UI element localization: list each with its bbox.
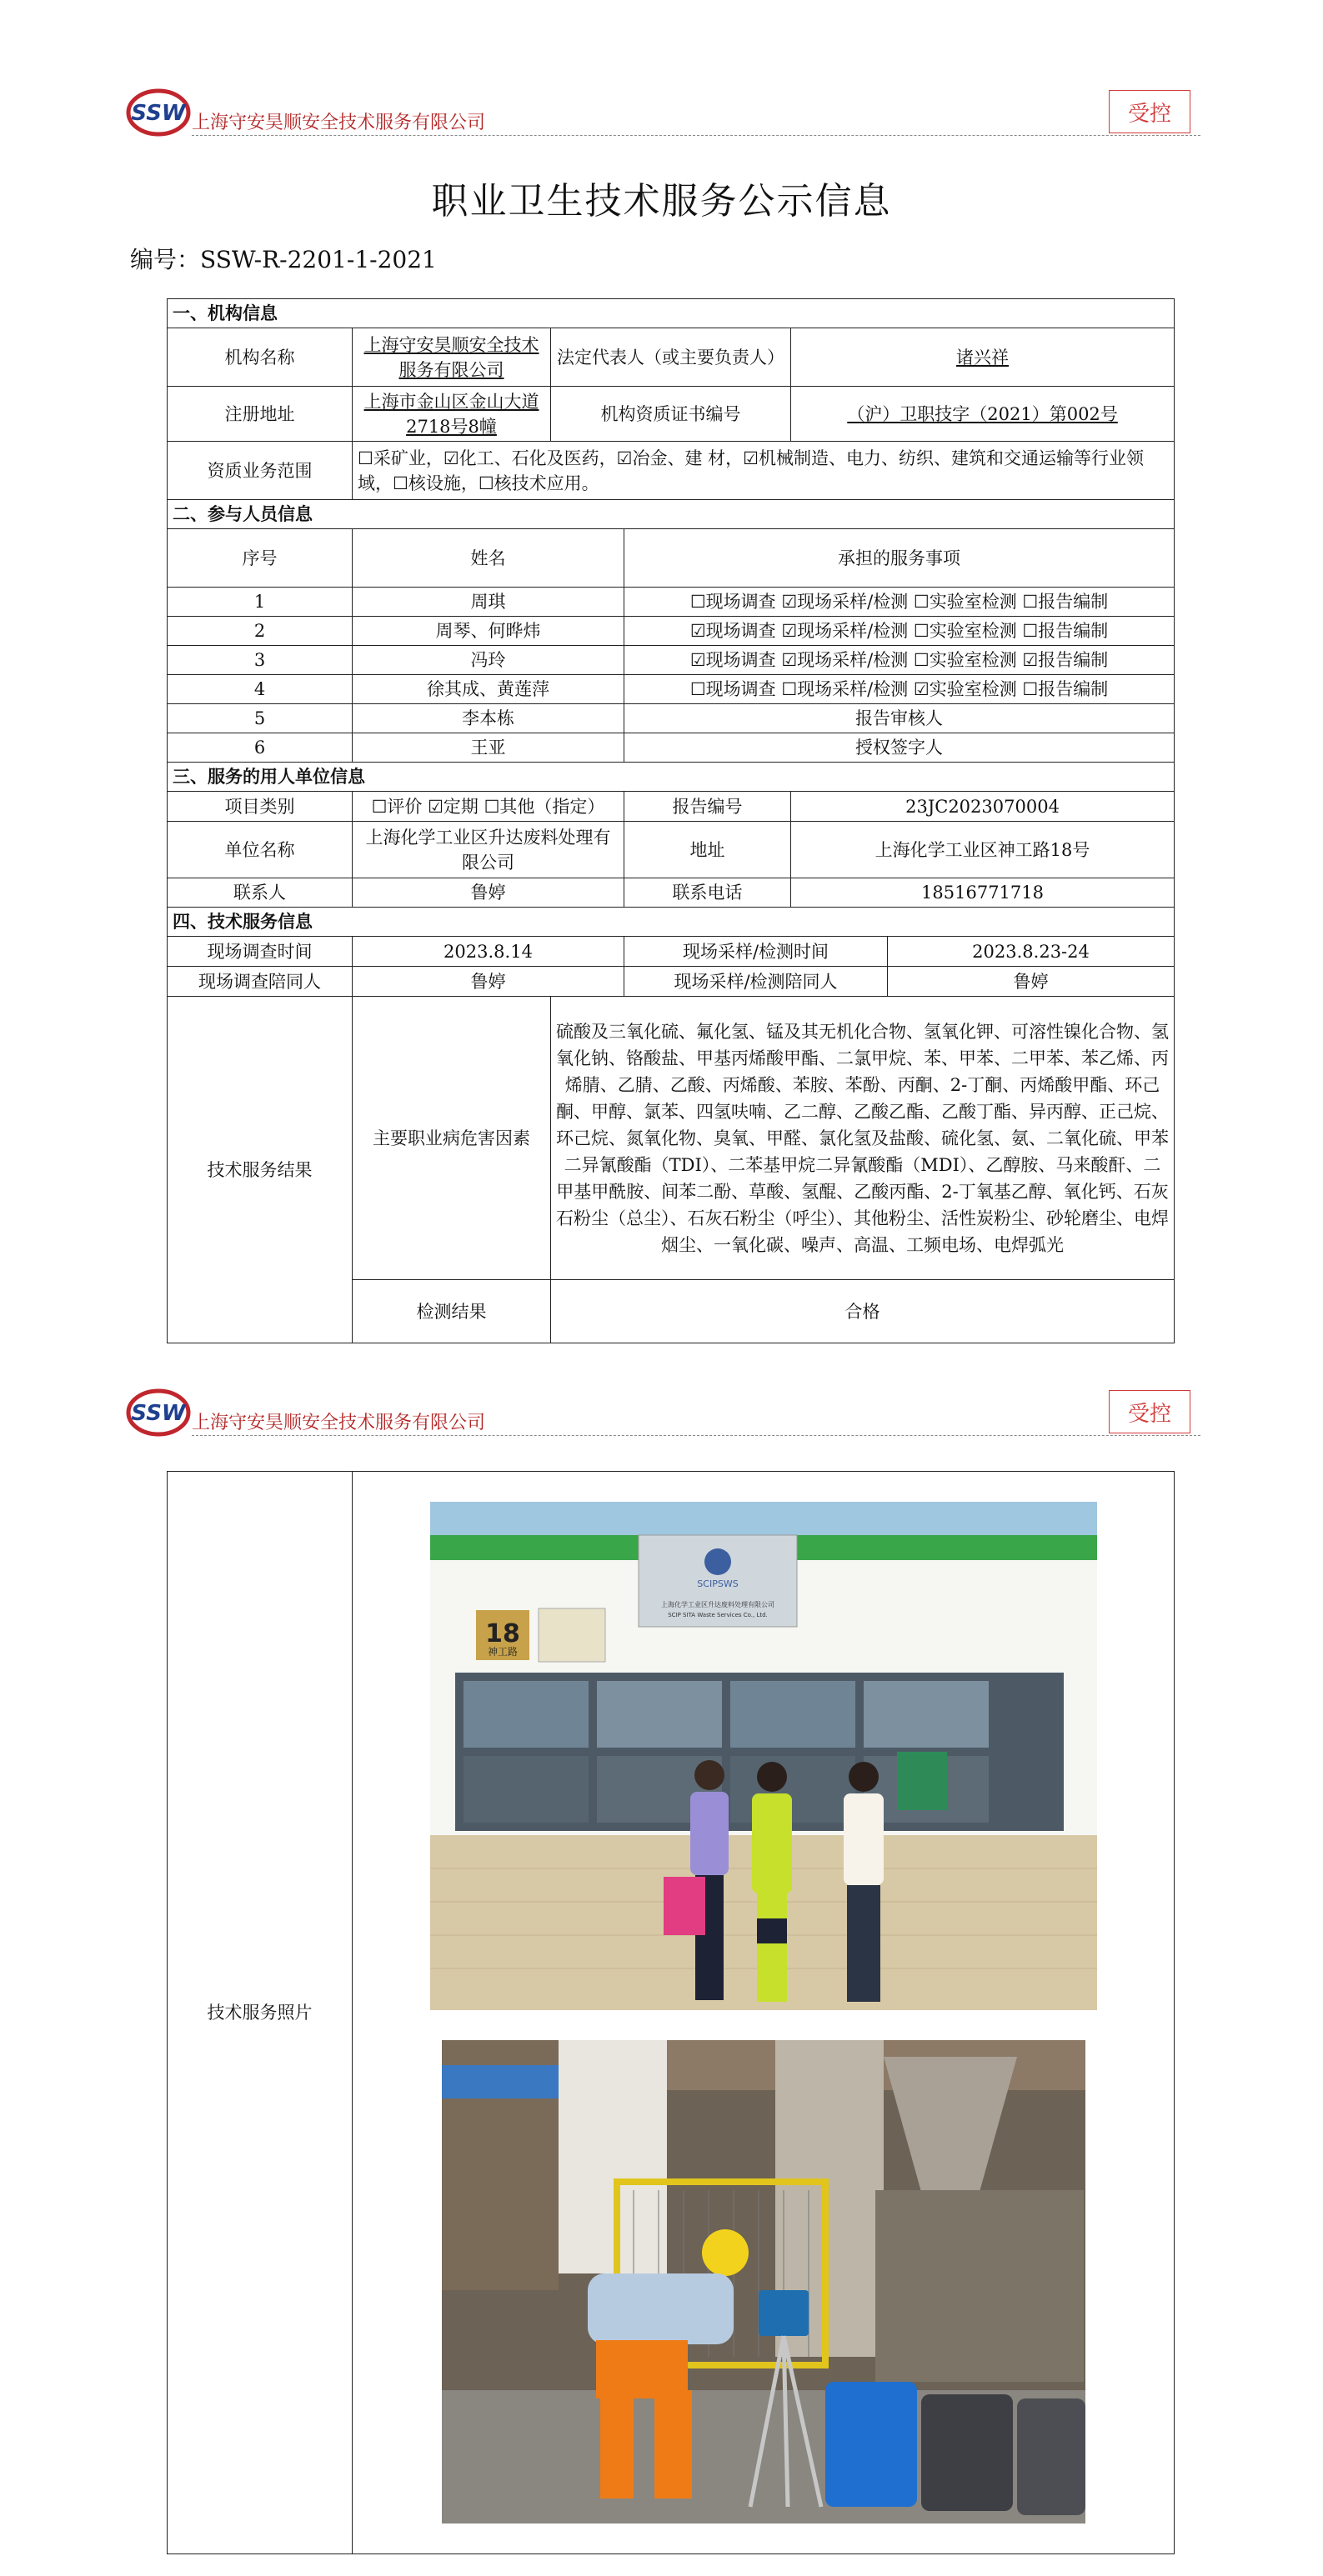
factors-label: 主要职业病危害因素	[353, 997, 551, 1280]
company-name: 上海守安昊顺安全技术服务有限公司	[192, 113, 486, 133]
staff-row-no: 3	[168, 646, 353, 675]
staff-row-no: 2	[168, 617, 353, 646]
staff-col-tasks: 承担的服务事项	[624, 529, 1175, 588]
staff-row-tasks: ☑现场调查 ☑现场采样/检测 ☐实验室检测 ☑报告编制	[624, 646, 1175, 675]
staff-row-name: 王亚	[353, 733, 624, 763]
hard-hat	[702, 2229, 749, 2276]
survey-escort-value: 鲁婷	[353, 967, 624, 997]
sampling-instrument	[759, 2290, 809, 2336]
unit-address-value: 上海化学工业区神工路18号	[791, 822, 1175, 878]
controlled-stamp: 受控	[1109, 90, 1190, 133]
staff-col-name: 姓名	[353, 529, 624, 588]
photo-label: 技术服务照片	[168, 1472, 353, 2554]
address-value: 上海市金山区金山大道2718号8幢	[353, 387, 551, 442]
staff-row-no: 5	[168, 704, 353, 733]
page-header	[125, 83, 1200, 142]
project-type-value: ☐评价 ☑定期 ☐其他（指定）	[353, 792, 624, 822]
scope-label: 资质业务范围	[168, 442, 353, 500]
shopping-bag	[664, 1877, 705, 1935]
staff-row-tasks: ☐现场调查 ☐现场采样/检测 ☑实验室检测 ☐报告编制	[624, 675, 1175, 704]
phone-label: 联系电话	[624, 878, 791, 908]
staff-row-no: 6	[168, 733, 353, 763]
detect-value: 合格	[551, 1280, 1175, 1343]
survey-escort-label: 现场调查陪同人	[168, 967, 353, 997]
plaque-brand: SCIPSWS	[696, 1578, 739, 1589]
staff-row-name: 冯玲	[353, 646, 624, 675]
staff-row-tasks: 授权签字人	[624, 733, 1175, 763]
scope-value: ☐采矿业，☑化工、石化及医药，☑冶金、建 材，☑机械制造、电力、纺织、建筑和交通运输等行业领域，☐核设施，☐核技术应用。	[353, 442, 1175, 500]
sample-time-label: 现场采样/检测时间	[624, 937, 888, 967]
org-name-value: 上海守安昊顺安全技术服务有限公司	[353, 328, 551, 387]
unit-address-label: 地址	[624, 822, 791, 878]
logo-text: SSW	[131, 101, 186, 126]
sample-escort-value: 鲁婷	[888, 967, 1175, 997]
section-heading-client: 三、服务的用人单位信息	[168, 763, 1175, 792]
header-divider	[192, 135, 1200, 136]
section-heading-service: 四、技术服务信息	[168, 908, 1175, 937]
cert-label: 机构资质证书编号	[551, 387, 791, 442]
sample-escort-label: 现场采样/检测陪同人	[624, 967, 888, 997]
photo-table	[167, 1471, 1175, 2554]
factors-value: 硫酸及三氧化硫、氟化氢、锰及其无机化合物、氢氧化钾、可溶性镍化合物、氢氧化钠、铬酸盐、甲基丙烯酸甲酯、二氯甲烷、苯、甲苯、二甲苯、苯乙烯、丙烯腈、乙腈、乙酸、丙烯酸、苯胺、苯酚、丙酮、2-丁酮、丙烯酸甲酯、环己酮、甲醇、氯苯、四氢呋喃、乙二醇、乙酸乙酯、乙酸丁酯、异丙醇、正己烷、环己烷、氮氧化物、臭氧、甲醛、氯化氢及盐酸、硫化氢、氨、二氧化硫、甲苯二异氰酸酯（TDI）、二苯基甲烷二异氰酸酯（MDI）、乙醇胺、马来酸酐、二甲基甲酰胺、间苯二酚、草酸、氢醌、乙酸丙酯、2-丁氧基乙醇、氧化钙、石灰石粉尘（总尘）、石灰石粉尘（呼尘）、其他粉尘、活性炭粉尘、砂轮磨尘、电焊烟尘、一氧化碳、噪声、高温、工频电场、电焊弧光	[551, 997, 1175, 1280]
staff-row-tasks: ☑现场调查 ☑现场采样/检测 ☐实验室检测 ☐报告编制	[624, 617, 1175, 646]
survey-time-label: 现场调查时间	[168, 937, 353, 967]
page-header	[125, 1383, 1200, 1442]
controlled-stamp: 受控	[1109, 1390, 1190, 1433]
staff-row-name: 李本栋	[353, 704, 624, 733]
page-title: 职业卫生技术服务公示信息	[431, 180, 892, 223]
document-number: 编号：SSW-R-2201-1-2021	[130, 246, 437, 273]
address-label: 注册地址	[168, 387, 353, 442]
sampling-work-photo	[442, 2040, 1085, 2523]
street-name: 神工路	[487, 1646, 518, 1658]
staff-row-no: 4	[168, 675, 353, 704]
plaque-en: SCIP SITA Waste Services Co., Ltd.	[667, 1612, 768, 1618]
detect-label: 检测结果	[353, 1280, 551, 1343]
company-logo	[125, 1383, 192, 1438]
report-no-label: 报告编号	[624, 792, 791, 822]
staff-col-no: 序号	[168, 529, 353, 588]
street-number: 18	[484, 1619, 520, 1648]
survey-time-value: 2023.8.14	[353, 937, 624, 967]
site-entrance-photo	[430, 1502, 1097, 2010]
company-logo	[125, 83, 192, 138]
staff-row-name: 徐其成、黄莲萍	[353, 675, 624, 704]
staff-row-tasks: 报告审核人	[624, 704, 1175, 733]
unit-name-label: 单位名称	[168, 822, 353, 878]
phone-value: 18516771718	[791, 878, 1175, 908]
staff-row-no: 1	[168, 588, 353, 617]
project-type-label: 项目类别	[168, 792, 353, 822]
unit-name-value: 上海化学工业区升达废料处理有限公司	[353, 822, 624, 878]
header-divider	[192, 1435, 1200, 1436]
legal-rep-value: 诸兴祥	[791, 328, 1175, 387]
staff-row-tasks: ☐现场调查 ☑现场采样/检测 ☐实验室检测 ☐报告编制	[624, 588, 1175, 617]
section-heading-staff: 二、参与人员信息	[168, 500, 1175, 529]
staff-row-name: 周琴、何晔炜	[353, 617, 624, 646]
contact-label: 联系人	[168, 878, 353, 908]
section-heading-org: 一、机构信息	[168, 299, 1175, 328]
result-label: 技术服务结果	[168, 997, 353, 1343]
info-table	[167, 298, 1175, 1343]
contact-value: 鲁婷	[353, 878, 624, 908]
staff-row-name: 周琪	[353, 588, 624, 617]
plaque-cn: 上海化学工业区升达废料处理有限公司	[660, 1601, 774, 1608]
company-name: 上海守安昊顺安全技术服务有限公司	[192, 1413, 486, 1433]
legal-rep-label: 法定代表人（或主要负责人）	[551, 328, 791, 387]
cert-value: （沪）卫职技字（2021）第002号	[791, 387, 1175, 442]
sample-time-value: 2023.8.23-24	[888, 937, 1175, 967]
org-name-label: 机构名称	[168, 328, 353, 387]
logo-text: SSW	[131, 1401, 186, 1426]
blue-drum	[825, 2382, 917, 2507]
report-no-value: 23JC2023070004	[791, 792, 1175, 822]
